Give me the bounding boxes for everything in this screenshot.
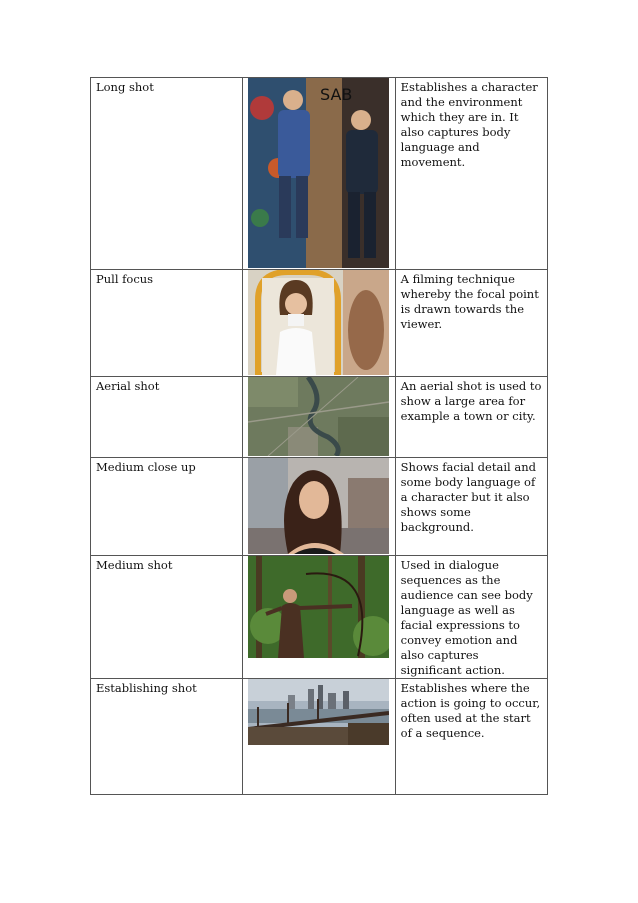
shot-name-cell — [91, 556, 243, 679]
shot-name: Aerial shot — [96, 379, 160, 393]
shot-description-cell — [395, 270, 547, 377]
shot-description-cell — [395, 556, 547, 679]
shot-image-cell — [243, 377, 395, 458]
table-row — [91, 458, 548, 556]
shot-description: Establishes where the action is going to occur, often used at the start of a sequence. — [400, 681, 541, 740]
camera-shots-table — [90, 77, 548, 795]
table-row — [91, 78, 548, 270]
shot-name: Medium shot — [96, 558, 173, 572]
shot-image-cell — [243, 458, 395, 556]
shot-description: An aerial shot is used to show a large area for example a town or city. — [400, 379, 542, 423]
shot-description: Used in dialogue sequences as the audience can see body language as well as facial expressions to convey emotion and also captures significant action. — [400, 558, 533, 677]
shot-description: Establishes a character and the environment which they are in. It also captures body language and movement. — [400, 80, 538, 169]
woman-portrait-image-icon — [248, 458, 389, 554]
shot-description: Shows facial detail and some body language of a character but it also shows some background. — [400, 460, 536, 534]
shot-description: A filming technique whereby the focal point is drawn towards the viewer. — [400, 272, 539, 331]
shot-name: Establishing shot — [96, 681, 197, 695]
shot-description-cell — [395, 377, 547, 458]
shot-name-cell — [91, 377, 243, 458]
table-row — [91, 679, 548, 795]
shot-description-cell — [395, 78, 547, 270]
archer-forest-image-icon — [248, 556, 389, 658]
table-row — [91, 556, 548, 679]
aerial-map-image-icon — [248, 377, 389, 456]
shot-image-cell — [243, 556, 395, 679]
shot-name: Pull focus — [96, 272, 154, 286]
shot-name-cell — [91, 78, 243, 270]
shot-name: Long shot — [96, 80, 154, 94]
city-bridge-image-icon — [248, 679, 389, 745]
table-row — [91, 377, 548, 458]
shot-name: Medium close up — [96, 460, 196, 474]
shot-description-cell — [395, 679, 547, 795]
shot-name-cell — [91, 679, 243, 795]
shot-image-cell — [243, 78, 395, 270]
shot-name-cell — [91, 270, 243, 377]
svg-text:SAB: SAB — [320, 85, 353, 104]
shot-image-cell — [243, 679, 395, 795]
two-men-standing-image-icon — [248, 78, 389, 268]
shot-name-cell — [91, 458, 243, 556]
shot-image-cell — [243, 270, 395, 377]
mirror-reflection-image-icon — [248, 270, 389, 375]
shot-description-cell — [395, 458, 547, 556]
table-row — [91, 270, 548, 377]
